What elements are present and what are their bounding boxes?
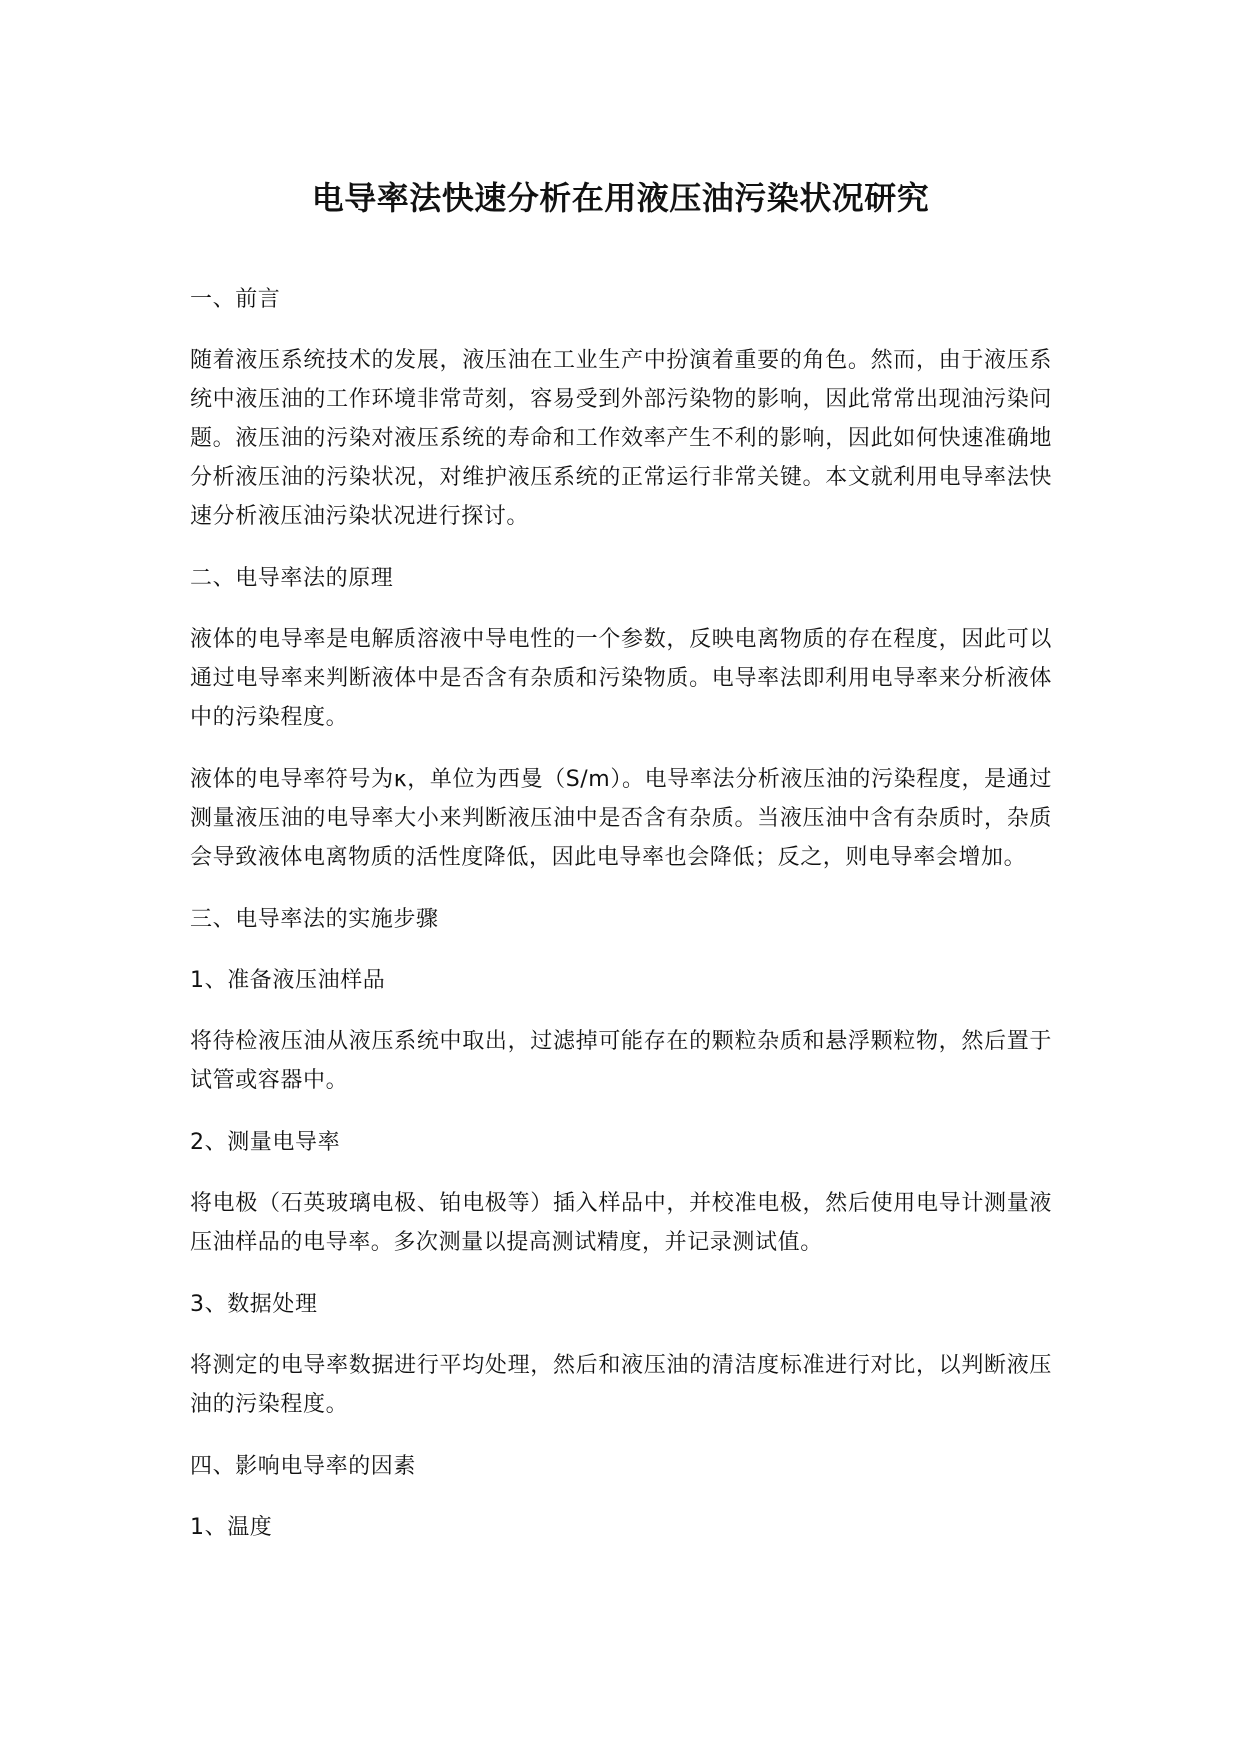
subheading-data-processing: 3、数据处理	[190, 1292, 318, 1317]
section-heading-preface: 一、前言	[190, 287, 281, 312]
section-heading-steps: 三、电导率法的实施步骤	[190, 907, 439, 932]
document-title: 电导率法快速分析在用液压油污染状况研究	[311, 179, 930, 217]
subheading-prepare-sample: 1、准备液压油样品	[190, 968, 386, 993]
paragraph-principle-2: 液体的电导率符号为κ，单位为西曼（S/m）。电导率法分析液压油的污染程度，是通过测量液压油的电导率大小来判断液压油中是否含有杂质。当液压油中含有杂质时，杂质会导致液体电离物质的活性度降低，因此电导率也会降低；反之，则电导率会增加。	[190, 767, 1052, 870]
subheading-temperature: 1、温度	[190, 1515, 273, 1540]
paragraph-measure: 将电极（石英玻璃电极、铂电极等）插入样品中，并校准电极，然后使用电导计测量液压油样品的电导率。多次测量以提高测试精度，并记录测试值。	[190, 1191, 1052, 1255]
section-heading-principle: 二、电导率法的原理	[190, 566, 394, 591]
paragraph-prepare-sample: 将待检液压油从液压系统中取出，过滤掉可能存在的颗粒杂质和悬浮颗粒物，然后置于试管或容器中。	[190, 1029, 1052, 1093]
paragraph-data-processing: 将测定的电导率数据进行平均处理，然后和液压油的清洁度标准进行对比，以判断液压油的污染程度。	[190, 1353, 1052, 1417]
paragraph-preface: 随着液压系统技术的发展，液压油在工业生产中扮演着重要的角色。然而，由于液压系统中液压油的工作环境非常苛刻，容易受到外部污染物的影响，因此常常出现油污染问题。液压油的污染对液压系统的寿命和工作效率产生不利的影响，因此如何快速准确地分析液压油的污染状况，对维护液压系统的正常运行非常关键。本文就利用电导率法快速分析液压油污染状况进行探讨。	[190, 348, 1052, 529]
document-body	[190, 280, 1052, 1569]
subheading-measure: 2、测量电导率	[190, 1130, 341, 1155]
paragraph-principle-1: 液体的电导率是电解质溶液中导电性的一个参数，反映电离物质的存在程度，因此可以通过电导率来判断液体中是否含有杂质和污染物质。电导率法即利用电导率来分析液体中的污染程度。	[190, 627, 1052, 730]
section-heading-factors: 四、影响电导率的因素	[190, 1454, 417, 1479]
